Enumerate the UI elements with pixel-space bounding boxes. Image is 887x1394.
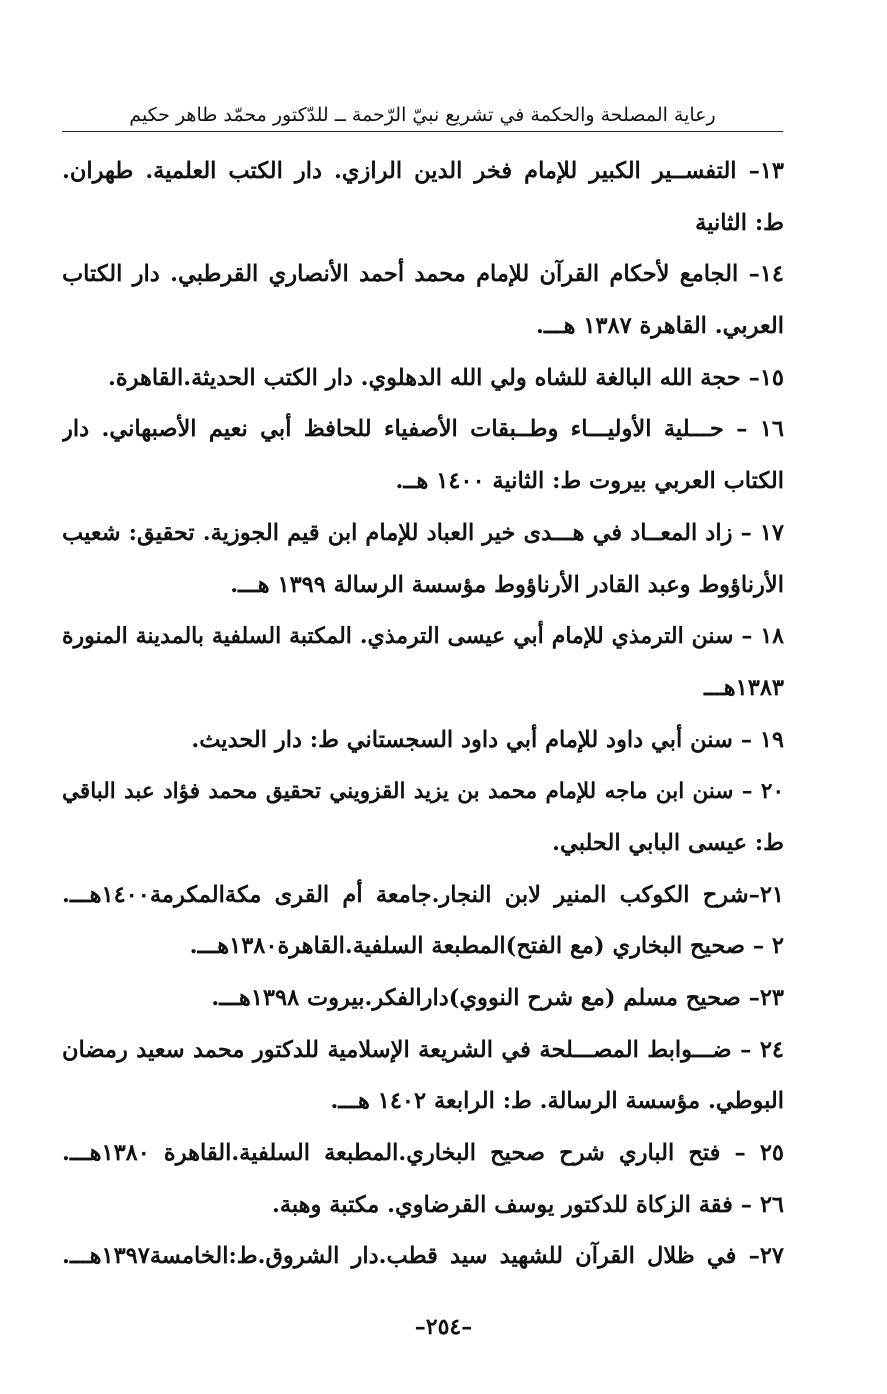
- bibliography-line: الأرناؤوط وعبد القادر الأرناؤوط مؤسسة الرسالة ١٣٩٩ هـــ.: [230, 571, 784, 598]
- bibliography-line: ط: عيسى البابي الحلبي.: [552, 829, 784, 856]
- bibliography-line: ١٧ – زاد المعــاد في هـــدى خير العباد للإمام ابن قيم الجوزية. تحقيق: شعيب: [62, 519, 784, 546]
- bibliography-line: ١٣٨٣هـــ: [704, 674, 784, 701]
- bibliography-line: ١٤– الجامع لأحكام القرآن للإمام محمد أحمد الأنصاري القرطبي. دار الكتاب: [62, 261, 784, 288]
- page-number: –٢٥٤–: [414, 1314, 473, 1340]
- bibliography-line: ١٥– حجة الله البالغة للشاه ولي الله الدهلوي. دار الكتب الحديثة.القاهرة.: [108, 364, 784, 391]
- bibliography-line: ٢٤ – ضـــوابط المصـــلحة في الشريعة الإسلامية للدكتور محمد سعيد رمضان: [62, 1036, 784, 1063]
- bibliography-line: ٢١–شرح الكوكب المنير لابن النجار.جامعة أم القرى مكةالمكرمة١٤٠٠هـــ.: [62, 881, 784, 908]
- bibliography-line: ٢٧– في ظلال القرآن للشهيد سيد قطب.دار الشروق.ط:الخامسة١٣٩٧هـــ.: [62, 1243, 784, 1270]
- bibliography-list: [62, 146, 784, 1283]
- header-rule: [62, 131, 783, 132]
- bibliography-line: البوطي. مؤسسة الرسالة. ط: الرابعة ١٤٠٢ هـــ.: [330, 1088, 784, 1115]
- bibliography-line: العربي. القاهرة ١٣٨٧ هـــ.: [536, 313, 784, 340]
- running-header: رعاية المصلحة والحكمة في تشريع نبيّ الرّحمة ــ للدّكتور محمّد طاهر حكيم: [129, 104, 716, 126]
- bibliography-line: ١٣– التفســير الكبير للإمام فخر الدين الرازي. دار الكتب العلمية. طهران.: [62, 158, 784, 184]
- bibliography-line: ط: الثانية: [695, 209, 784, 236]
- bibliography-line: ٢٦ – فقة الزكاة للدكتور يوسف القرضاوي. مكتبة وهبة.: [271, 1191, 784, 1218]
- bibliography-line: ١٩ – سنن أبي داود للإمام أبي داود السجستاني ط: دار الحديث.: [191, 726, 784, 753]
- bibliography-line: ١٨ – سنن الترمذي للإمام أبي عيسى الترمذي. المكتبة السلفية بالمدينة المنورة: [62, 623, 784, 650]
- bibliography-line: ٢٠ – سنن ابن ماجه للإمام محمد بن يزيد القزويني تحقيق محمد فؤاد عبد الباقي: [62, 779, 784, 805]
- bibliography-line: ٢٥ – فتح الباري شرح صحيح البخاري.المطبعة السلفية.القاهرة ١٣٨٠هـــ.: [62, 1140, 784, 1167]
- bibliography-line: الكتاب العربي بيروت ط: الثانية ١٤٠٠ هــ.: [395, 468, 784, 495]
- bibliography-line: ٢ – صحيح البخاري (مع الفتح)المطبعة السلفية.القاهرة١٣٨٠هـــ.: [189, 933, 784, 960]
- bibliography-line: ١٦ – حـــلية الأوليـــاء وطــبقات الأصفياء للحافظ أبي نعيم الأصبهاني. دار: [62, 416, 784, 443]
- bibliography-line: ٢٣– صحيح مسلم (مع شرح النووي)دارالفكر.بيروت ١٣٩٨هـــ.: [211, 985, 784, 1011]
